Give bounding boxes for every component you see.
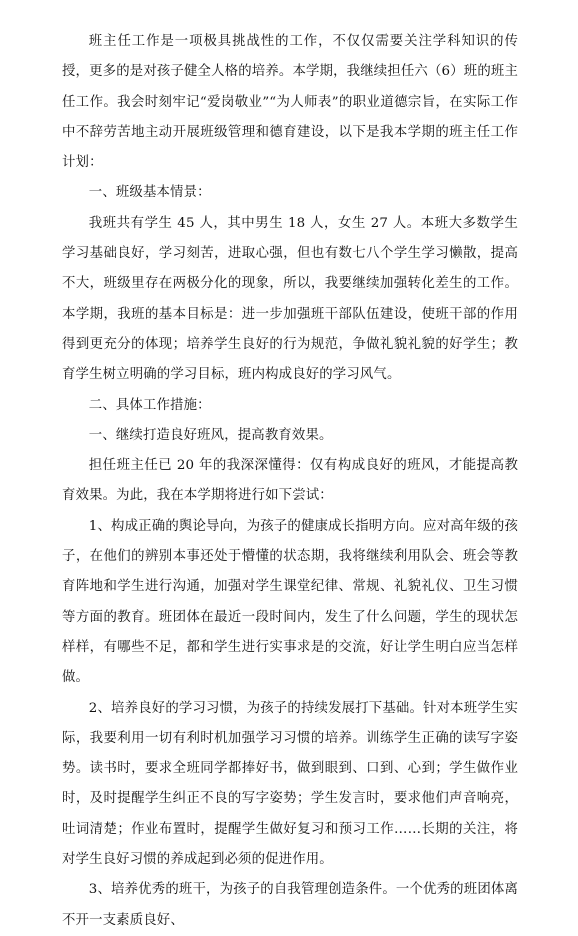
- intro-paragraph: 班主任工作是一项极具挑战性的工作，不仅仅需要关注学科知识的传授，更多的是对孩子健全人格的培养。本学期，我继续担任六（6）班的班主任工作。我会时刻牢记“爱岗敬业”“为人师表”的职业道德宗旨，在实际工作中不辞劳苦地主动开展班级管理和德育建设，以下是我本学期的班主任工作计划：: [62, 34, 518, 171]
- measure-3-paragraph: 3、培养优秀的班干，为孩子的自我管理创造条件。一个优秀的班团体离不开一支素质良好、: [62, 882, 518, 928]
- measure-2-paragraph: 2、培养良好的学习习惯，为孩子的持续发展打下基础。针对本班学生实际，我要利用一切有利时机加强学习习惯的培养。训练学生正确的读写字姿势。读书时，要求全班同学都捧好书，做到眼到、口到、心到；学生做作业时，及时提醒学生纠正不良的写字姿势；学生发言时，要求他们声音响亮，吐词清楚；作业布置时，提醒学生做好复习和预习工作……长期的关注，将对学生良好习惯的养成起到必须的促进作用。: [62, 700, 518, 868]
- section-heading-measures: 二、具体工作措施：: [88, 397, 211, 413]
- class-situation-paragraph: 我班共有学生 45 人，其中男生 18 人，女生 27 人。本班大多数学生学习基础良好，学习刻苦，进取心强，但也有数七八个学生学习懒散，提高不大，班级里存在两极分化的现象，所以，我要继续加强转化差生的工作。本学期，我班的基本目标是：进一步加强班干部队伍建设，使班干部的作用得到更充分的体现；培养学生良好的行为规范，争做礼貌礼貌的好学生；教育学生树立明确的学习目标，班内构成良好的学习风气。: [62, 215, 518, 383]
- class-spirit-paragraph: 担任班主任已 20 年的我深深懂得：仅有构成良好的班风，才能提高教育效果。为此，我在本学期将进行如下尝试：: [62, 458, 518, 504]
- measure-1-paragraph: 1、构成正确的舆论导向，为孩子的健康成长指明方向。应对高年级的孩子，在他们的辨别本事还处于懵懂的状态期，我将继续利用队会、班会等教育阵地和学生进行沟通，加强对学生课堂纪律、常规、礼貌礼仪、卫生习惯等方面的教育。班团体在最近一段时间内，发生了什么问题，学生的现状怎样样，有哪些不足，都和学生进行实事求是的交流，好让学生明白应当怎样做。: [62, 518, 518, 686]
- section-heading-class-situation: 一、班级基本情景：: [88, 185, 211, 201]
- subsection-heading-class-spirit: 一、继续打造良好班风，提高教育效果。: [88, 427, 333, 443]
